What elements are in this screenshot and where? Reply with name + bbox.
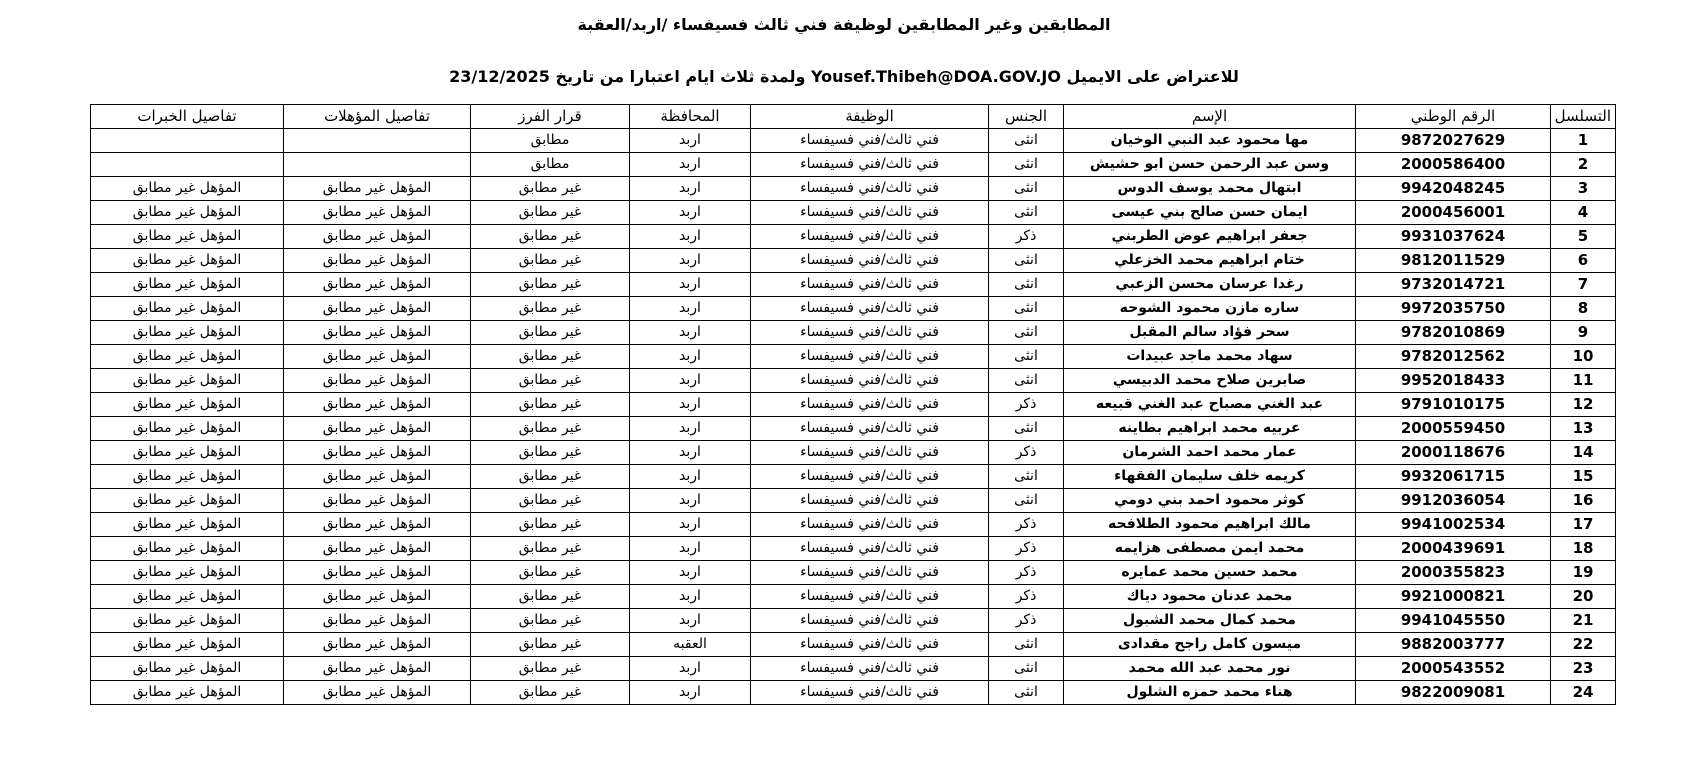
cell-decision: غير مطابق: [471, 177, 630, 201]
cell-job: فني ثالث/فني فسيفساء: [751, 153, 989, 177]
table-row: [91, 225, 1616, 249]
cell-governorate: اربد: [630, 441, 751, 465]
cell-gender: انثى: [989, 489, 1064, 513]
cell-qualification-details: المؤهل غير مطابق: [284, 585, 471, 609]
cell-seq: 23: [1551, 657, 1616, 681]
cell-national-id: 9952018433: [1356, 369, 1551, 393]
results-table-container: [91, 104, 1616, 705]
cell-national-id: 9942048245: [1356, 177, 1551, 201]
cell-name: سحر فؤاد سالم المقبل: [1064, 321, 1356, 345]
cell-qualification-details: المؤهل غير مطابق: [284, 297, 471, 321]
cell-experience-details: المؤهل غير مطابق: [91, 249, 284, 273]
cell-national-id: 2000456001: [1356, 201, 1551, 225]
cell-experience-details: المؤهل غير مطابق: [91, 201, 284, 225]
header-job: الوظيفة: [751, 105, 989, 129]
cell-name: هناء محمد حمزه الشلول: [1064, 681, 1356, 705]
cell-governorate: اربد: [630, 249, 751, 273]
cell-national-id: 2000118676: [1356, 441, 1551, 465]
cell-seq: 12: [1551, 393, 1616, 417]
cell-qualification-details: المؤهل غير مطابق: [284, 489, 471, 513]
cell-qualification-details: المؤهل غير مطابق: [284, 465, 471, 489]
cell-experience-details: المؤهل غير مطابق: [91, 657, 284, 681]
cell-experience-details: المؤهل غير مطابق: [91, 297, 284, 321]
table-row: [91, 321, 1616, 345]
cell-governorate: اربد: [630, 513, 751, 537]
cell-job: فني ثالث/فني فسيفساء: [751, 393, 989, 417]
cell-gender: ذكر: [989, 441, 1064, 465]
cell-job: فني ثالث/فني فسيفساء: [751, 537, 989, 561]
cell-qualification-details: المؤهل غير مطابق: [284, 201, 471, 225]
cell-governorate: اربد: [630, 225, 751, 249]
cell-decision: غير مطابق: [471, 657, 630, 681]
cell-experience-details: المؤهل غير مطابق: [91, 441, 284, 465]
cell-national-id: 9872027629: [1356, 129, 1551, 153]
cell-decision: غير مطابق: [471, 633, 630, 657]
cell-gender: انثى: [989, 129, 1064, 153]
cell-experience-details: المؤهل غير مطابق: [91, 273, 284, 297]
cell-experience-details: المؤهل غير مطابق: [91, 177, 284, 201]
cell-decision: غير مطابق: [471, 465, 630, 489]
cell-name: محمد كمال محمد الشبول: [1064, 609, 1356, 633]
cell-qualification-details: المؤهل غير مطابق: [284, 345, 471, 369]
cell-national-id: 9972035750: [1356, 297, 1551, 321]
cell-governorate: اربد: [630, 393, 751, 417]
cell-gender: انثى: [989, 417, 1064, 441]
cell-governorate: اربد: [630, 369, 751, 393]
cell-seq: 5: [1551, 225, 1616, 249]
cell-experience-details: المؤهل غير مطابق: [91, 225, 284, 249]
cell-experience-details: المؤهل غير مطابق: [91, 417, 284, 441]
cell-job: فني ثالث/فني فسيفساء: [751, 489, 989, 513]
cell-qualification-details: المؤهل غير مطابق: [284, 225, 471, 249]
cell-seq: 11: [1551, 369, 1616, 393]
cell-decision: غير مطابق: [471, 417, 630, 441]
cell-governorate: اربد: [630, 273, 751, 297]
cell-name: رغدا عرسان محسن الزعبي: [1064, 273, 1356, 297]
table-row: [91, 417, 1616, 441]
cell-job: فني ثالث/فني فسيفساء: [751, 297, 989, 321]
table-row: [91, 537, 1616, 561]
cell-name: مها محمود عبد النبي الوخيان: [1064, 129, 1356, 153]
table-row: [91, 369, 1616, 393]
table-body: [91, 129, 1616, 705]
cell-name: عبد الغني مصباح عبد الغني قبيعه: [1064, 393, 1356, 417]
cell-gender: انثى: [989, 177, 1064, 201]
cell-qualification-details: المؤهل غير مطابق: [284, 681, 471, 705]
cell-gender: ذكر: [989, 609, 1064, 633]
cell-national-id: 9812011529: [1356, 249, 1551, 273]
cell-gender: ذكر: [989, 585, 1064, 609]
cell-seq: 14: [1551, 441, 1616, 465]
cell-job: فني ثالث/فني فسيفساء: [751, 369, 989, 393]
table-row: [91, 441, 1616, 465]
cell-governorate: اربد: [630, 681, 751, 705]
cell-seq: 17: [1551, 513, 1616, 537]
header-seq: التسلسل: [1551, 105, 1616, 129]
cell-governorate: العقبه: [630, 633, 751, 657]
cell-seq: 1: [1551, 129, 1616, 153]
cell-seq: 8: [1551, 297, 1616, 321]
cell-decision: غير مطابق: [471, 561, 630, 585]
cell-gender: انثى: [989, 369, 1064, 393]
header-name: الإسم: [1064, 105, 1356, 129]
cell-governorate: اربد: [630, 321, 751, 345]
cell-experience-details: المؤهل غير مطابق: [91, 585, 284, 609]
cell-name: عربيه محمد ابراهيم بطاينه: [1064, 417, 1356, 441]
cell-seq: 19: [1551, 561, 1616, 585]
cell-national-id: 2000439691: [1356, 537, 1551, 561]
cell-job: فني ثالث/فني فسيفساء: [751, 513, 989, 537]
header-national-id: الرقم الوطني: [1356, 105, 1551, 129]
table-row: [91, 465, 1616, 489]
table-row: [91, 513, 1616, 537]
cell-seq: 6: [1551, 249, 1616, 273]
cell-gender: ذكر: [989, 393, 1064, 417]
cell-name: محمد ايمن مصطفى هزايمه: [1064, 537, 1356, 561]
cell-job: فني ثالث/فني فسيفساء: [751, 417, 989, 441]
table-row: [91, 297, 1616, 321]
table-row: [91, 129, 1616, 153]
cell-name: ختام ابراهيم محمد الخزعلي: [1064, 249, 1356, 273]
cell-national-id: 9912036054: [1356, 489, 1551, 513]
cell-governorate: اربد: [630, 201, 751, 225]
cell-qualification-details: المؤهل غير مطابق: [284, 321, 471, 345]
table-row: [91, 489, 1616, 513]
cell-governorate: اربد: [630, 297, 751, 321]
cell-qualification-details: المؤهل غير مطابق: [284, 633, 471, 657]
table-row: [91, 609, 1616, 633]
cell-name: عمار محمد احمد الشرمان: [1064, 441, 1356, 465]
cell-decision: مطابق: [471, 153, 630, 177]
cell-qualification-details: المؤهل غير مطابق: [284, 177, 471, 201]
cell-seq: 15: [1551, 465, 1616, 489]
cell-national-id: 9921000821: [1356, 585, 1551, 609]
cell-decision: غير مطابق: [471, 297, 630, 321]
cell-seq: 16: [1551, 489, 1616, 513]
cell-job: فني ثالث/فني فسيفساء: [751, 441, 989, 465]
cell-experience-details: المؤهل غير مطابق: [91, 681, 284, 705]
cell-experience-details: [91, 153, 284, 177]
table-row: [91, 153, 1616, 177]
cell-job: فني ثالث/فني فسيفساء: [751, 657, 989, 681]
cell-seq: 20: [1551, 585, 1616, 609]
cell-decision: مطابق: [471, 129, 630, 153]
cell-seq: 22: [1551, 633, 1616, 657]
cell-qualification-details: المؤهل غير مطابق: [284, 441, 471, 465]
cell-job: فني ثالث/فني فسيفساء: [751, 201, 989, 225]
objection-notice: للاعتراض على الايميل Yousef.Thibeh@DOA.GOV.JO ولمدة ثلاث ايام اعتبارا من تاريخ 23/12/2025: [449, 67, 1239, 86]
cell-governorate: اربد: [630, 153, 751, 177]
cell-name: ايمان حسن صالح بني عيسى: [1064, 201, 1356, 225]
cell-national-id: 9882003777: [1356, 633, 1551, 657]
cell-qualification-details: المؤهل غير مطابق: [284, 513, 471, 537]
cell-national-id: 9732014721: [1356, 273, 1551, 297]
cell-gender: انثى: [989, 345, 1064, 369]
cell-gender: ذكر: [989, 513, 1064, 537]
cell-gender: انثى: [989, 657, 1064, 681]
cell-decision: غير مطابق: [471, 321, 630, 345]
cell-decision: غير مطابق: [471, 249, 630, 273]
cell-gender: انثى: [989, 297, 1064, 321]
cell-seq: 4: [1551, 201, 1616, 225]
cell-qualification-details: المؤهل غير مطابق: [284, 393, 471, 417]
cell-name: سهاد محمد ماجد عبيدات: [1064, 345, 1356, 369]
cell-gender: ذكر: [989, 537, 1064, 561]
cell-governorate: اربد: [630, 537, 751, 561]
cell-experience-details: المؤهل غير مطابق: [91, 369, 284, 393]
cell-job: فني ثالث/فني فسيفساء: [751, 633, 989, 657]
cell-decision: غير مطابق: [471, 201, 630, 225]
cell-experience-details: المؤهل غير مطابق: [91, 321, 284, 345]
header-gender: الجنس: [989, 105, 1064, 129]
cell-qualification-details: المؤهل غير مطابق: [284, 537, 471, 561]
cell-decision: غير مطابق: [471, 585, 630, 609]
page-title: المطابقين وغير المطابقين لوظيفة فني ثالث فسيفساء /اربد/العقبة: [577, 15, 1111, 34]
cell-seq: 24: [1551, 681, 1616, 705]
cell-governorate: اربد: [630, 561, 751, 585]
cell-job: فني ثالث/فني فسيفساء: [751, 561, 989, 585]
cell-name: ابتهال محمد يوسف الدوس: [1064, 177, 1356, 201]
cell-governorate: اربد: [630, 489, 751, 513]
cell-decision: غير مطابق: [471, 369, 630, 393]
cell-seq: 9: [1551, 321, 1616, 345]
cell-qualification-details: [284, 129, 471, 153]
cell-gender: انثى: [989, 681, 1064, 705]
cell-job: فني ثالث/فني فسيفساء: [751, 609, 989, 633]
cell-gender: ذكر: [989, 561, 1064, 585]
cell-experience-details: المؤهل غير مطابق: [91, 513, 284, 537]
cell-name: كريمه خلف سليمان الفقهاء: [1064, 465, 1356, 489]
cell-experience-details: المؤهل غير مطابق: [91, 489, 284, 513]
cell-national-id: 2000543552: [1356, 657, 1551, 681]
cell-decision: غير مطابق: [471, 441, 630, 465]
cell-decision: غير مطابق: [471, 681, 630, 705]
cell-qualification-details: المؤهل غير مطابق: [284, 417, 471, 441]
table-row: [91, 345, 1616, 369]
cell-experience-details: المؤهل غير مطابق: [91, 537, 284, 561]
cell-seq: 10: [1551, 345, 1616, 369]
cell-governorate: اربد: [630, 465, 751, 489]
cell-name: ساره مازن محمود الشوحه: [1064, 297, 1356, 321]
cell-national-id: 2000355823: [1356, 561, 1551, 585]
cell-seq: 18: [1551, 537, 1616, 561]
table-row: [91, 249, 1616, 273]
cell-job: فني ثالث/فني فسيفساء: [751, 225, 989, 249]
cell-job: فني ثالث/فني فسيفساء: [751, 681, 989, 705]
cell-decision: غير مطابق: [471, 225, 630, 249]
cell-governorate: اربد: [630, 585, 751, 609]
cell-experience-details: المؤهل غير مطابق: [91, 393, 284, 417]
cell-job: فني ثالث/فني فسيفساء: [751, 129, 989, 153]
table-row: [91, 201, 1616, 225]
cell-gender: انثى: [989, 465, 1064, 489]
cell-experience-details: المؤهل غير مطابق: [91, 345, 284, 369]
cell-job: فني ثالث/فني فسيفساء: [751, 249, 989, 273]
cell-decision: غير مطابق: [471, 345, 630, 369]
cell-job: فني ثالث/فني فسيفساء: [751, 465, 989, 489]
cell-name: صابرين صلاح محمد الدبيسي: [1064, 369, 1356, 393]
cell-qualification-details: المؤهل غير مطابق: [284, 273, 471, 297]
cell-seq: 21: [1551, 609, 1616, 633]
cell-governorate: اربد: [630, 609, 751, 633]
table-row: [91, 273, 1616, 297]
cell-qualification-details: [284, 153, 471, 177]
cell-decision: غير مطابق: [471, 393, 630, 417]
cell-national-id: 9822009081: [1356, 681, 1551, 705]
cell-qualification-details: المؤهل غير مطابق: [284, 369, 471, 393]
header-decision: قرار الفرز: [471, 105, 630, 129]
cell-seq: 3: [1551, 177, 1616, 201]
cell-job: فني ثالث/فني فسيفساء: [751, 177, 989, 201]
cell-experience-details: المؤهل غير مطابق: [91, 633, 284, 657]
cell-gender: انثى: [989, 273, 1064, 297]
cell-decision: غير مطابق: [471, 489, 630, 513]
cell-job: فني ثالث/فني فسيفساء: [751, 345, 989, 369]
cell-experience-details: المؤهل غير مطابق: [91, 465, 284, 489]
cell-name: كوثر محمود احمد بني دومي: [1064, 489, 1356, 513]
cell-seq: 13: [1551, 417, 1616, 441]
cell-qualification-details: المؤهل غير مطابق: [284, 657, 471, 681]
table-row: [91, 585, 1616, 609]
cell-job: فني ثالث/فني فسيفساء: [751, 585, 989, 609]
cell-gender: انثى: [989, 249, 1064, 273]
cell-national-id: 9791010175: [1356, 393, 1551, 417]
cell-experience-details: المؤهل غير مطابق: [91, 561, 284, 585]
cell-seq: 7: [1551, 273, 1616, 297]
cell-job: فني ثالث/فني فسيفساء: [751, 273, 989, 297]
cell-name: محمد عدنان محمود دياك: [1064, 585, 1356, 609]
cell-decision: غير مطابق: [471, 513, 630, 537]
cell-decision: غير مطابق: [471, 537, 630, 561]
cell-governorate: اربد: [630, 417, 751, 441]
cell-gender: انثى: [989, 321, 1064, 345]
cell-governorate: اربد: [630, 177, 751, 201]
cell-decision: غير مطابق: [471, 273, 630, 297]
cell-national-id: 2000559450: [1356, 417, 1551, 441]
cell-national-id: 9941045550: [1356, 609, 1551, 633]
table-row: [91, 561, 1616, 585]
table-row: [91, 681, 1616, 705]
table-row: [91, 177, 1616, 201]
cell-name: وسن عبد الرحمن حسن ابو حشيش: [1064, 153, 1356, 177]
cell-qualification-details: المؤهل غير مطابق: [284, 249, 471, 273]
cell-national-id: 9932061715: [1356, 465, 1551, 489]
cell-gender: انثى: [989, 633, 1064, 657]
cell-experience-details: [91, 129, 284, 153]
table-row: [91, 657, 1616, 681]
cell-experience-details: المؤهل غير مطابق: [91, 609, 284, 633]
cell-gender: انثى: [989, 153, 1064, 177]
table-row: [91, 393, 1616, 417]
header-qualification-details: تفاصيل المؤهلات: [284, 105, 471, 129]
cell-name: مالك ابراهيم محمود الطلافحه: [1064, 513, 1356, 537]
results-table: [90, 104, 1616, 705]
cell-name: ميسون كامل راجح مقدادى: [1064, 633, 1356, 657]
cell-national-id: 9782012562: [1356, 345, 1551, 369]
table-row: [91, 633, 1616, 657]
cell-qualification-details: المؤهل غير مطابق: [284, 561, 471, 585]
cell-national-id: 9931037624: [1356, 225, 1551, 249]
cell-qualification-details: المؤهل غير مطابق: [284, 609, 471, 633]
header-experience-details: تفاصيل الخبرات: [91, 105, 284, 129]
header-governorate: المحافظة: [630, 105, 751, 129]
cell-decision: غير مطابق: [471, 609, 630, 633]
cell-name: محمد حسين محمد عمايره: [1064, 561, 1356, 585]
cell-governorate: اربد: [630, 657, 751, 681]
cell-governorate: اربد: [630, 345, 751, 369]
cell-name: جعفر ابراهيم عوض الطربني: [1064, 225, 1356, 249]
cell-gender: انثى: [989, 201, 1064, 225]
cell-national-id: 9782010869: [1356, 321, 1551, 345]
cell-name: نور محمد عبد الله محمد: [1064, 657, 1356, 681]
cell-job: فني ثالث/فني فسيفساء: [751, 321, 989, 345]
cell-seq: 2: [1551, 153, 1616, 177]
cell-gender: ذكر: [989, 225, 1064, 249]
cell-national-id: 2000586400: [1356, 153, 1551, 177]
cell-governorate: اربد: [630, 129, 751, 153]
cell-national-id: 9941002534: [1356, 513, 1551, 537]
table-header-row: [91, 105, 1616, 129]
